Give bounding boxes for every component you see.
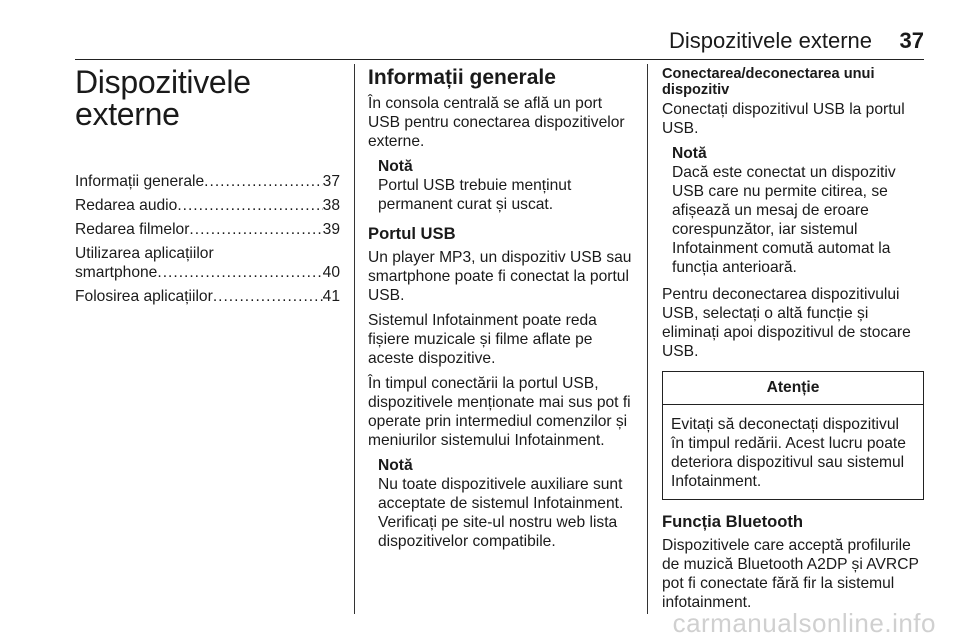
paragraph-usb-3: În timpul conectării la portul USB, dispozitivele menționate mai sus pot fi operate prin intermediul comenzilor și meniurilor sistemului Infotainment.: [368, 375, 631, 449]
toc-leader: [177, 196, 322, 215]
paragraph-usb-1: Un player MP3, un dispozitiv USB sau smartphone poate fi conectat la portul USB.: [368, 249, 632, 304]
toc-leader: [157, 263, 322, 282]
toc-entry-aplicatii-smartphone[interactable]: [75, 244, 340, 282]
paragraph-connect-1: Conectați dispozitivul USB la portul USB.: [662, 101, 905, 137]
content-column-3: [662, 66, 924, 618]
note-label: Notă: [378, 457, 413, 474]
chapter-title-line2: externe: [75, 96, 180, 132]
toc-entry-label: smartphone: [75, 264, 158, 281]
paragraph-intro: În consola centrală se află un port USB pentru conectarea dispozitivelor externe.: [368, 95, 625, 150]
toc-entry-page: 40: [322, 264, 340, 281]
note-label: Notă: [672, 145, 707, 162]
chapter-title: [75, 66, 340, 130]
note-box: [378, 456, 633, 551]
watermark: carmanualsonline.info: [672, 608, 936, 638]
header-title: Dispozitivele externe: [669, 28, 872, 53]
content-column-2: [368, 66, 633, 559]
toc-leader: [213, 287, 323, 306]
section-heading-bluetooth: Funcția Bluetooth: [662, 512, 804, 531]
note-label: Notă: [378, 158, 413, 175]
toc-entry-folosirea-aplicatiilor[interactable]: [75, 287, 340, 306]
section-heading-general: Informații generale: [368, 66, 556, 89]
column-divider-2: [647, 64, 648, 614]
note-text: Nu toate dispozitivele auxiliare sunt acceptate de sistemul Infotainment. Verificați pe site-ul nostru web lista dispozitivelor compatibile.: [378, 476, 624, 550]
toc-entry-label: Redarea filmelor: [75, 221, 190, 238]
paragraph-disconnect: Pentru deconectarea dispozitivului USB, selectați o altă funcție și eliminați apoi dispozitivul de stocare USB.: [662, 286, 911, 360]
toc-entry-page: 38: [322, 197, 340, 214]
section-heading-connect: Conectarea/deconectarea unui dispozitiv: [662, 66, 875, 98]
toc-column: [75, 66, 340, 311]
header-rule: [75, 59, 924, 60]
caution-title: Atenție: [663, 372, 923, 405]
note-text: Portul USB trebuie menținut permanent curat și uscat.: [378, 177, 572, 213]
caution-box: [662, 371, 924, 500]
column-divider-1: [354, 64, 355, 614]
section-heading-usb: Portul USB: [368, 224, 456, 243]
toc-entry-informatii-generale[interactable]: [75, 172, 340, 191]
toc-entry-label: Informații generale: [75, 173, 205, 190]
toc-entry-page: 37: [322, 173, 340, 190]
toc-entry-page: 39: [322, 221, 340, 238]
toc-entry-redarea-filmelor[interactable]: [75, 220, 340, 239]
note-box: [378, 157, 633, 214]
chapter-title-line1: Dispozitivele: [75, 64, 251, 100]
caution-text: Evitați să deconectați dispozitivul în timpul redării. Acest lucru poate deteriora dispozitivul sau sistemul Infotainment.: [671, 416, 906, 490]
note-box: [672, 144, 924, 277]
toc-entry-label-line1: Utilizarea aplicațiilor: [75, 245, 214, 262]
page-number: 37: [899, 28, 924, 53]
toc-leader: [189, 220, 322, 239]
toc-entry-label: Redarea audio: [75, 197, 178, 214]
toc-entry-page: 41: [322, 288, 340, 305]
toc-leader: [204, 172, 322, 191]
note-text: Dacă este conectat un dispozitiv USB care nu permite citirea, se afișează un mesaj de eroare corespunzător, iar sistemul Infotainment comută automat la funcția anterioară.: [672, 164, 896, 276]
toc-entry-label: Folosirea aplicațiilor: [75, 288, 213, 305]
paragraph-usb-2: Sistemul Infotainment poate reda fișiere muzicale și filme aflate pe aceste dispozitive.: [368, 312, 597, 367]
paragraph-bluetooth: Dispozitivele care acceptă profilurile de muzică Bluetooth A2DP și AVRCP pot fi conectate fără fir la sistemul infotainment.: [662, 537, 919, 611]
toc-entry-redarea-audio[interactable]: [75, 196, 340, 215]
